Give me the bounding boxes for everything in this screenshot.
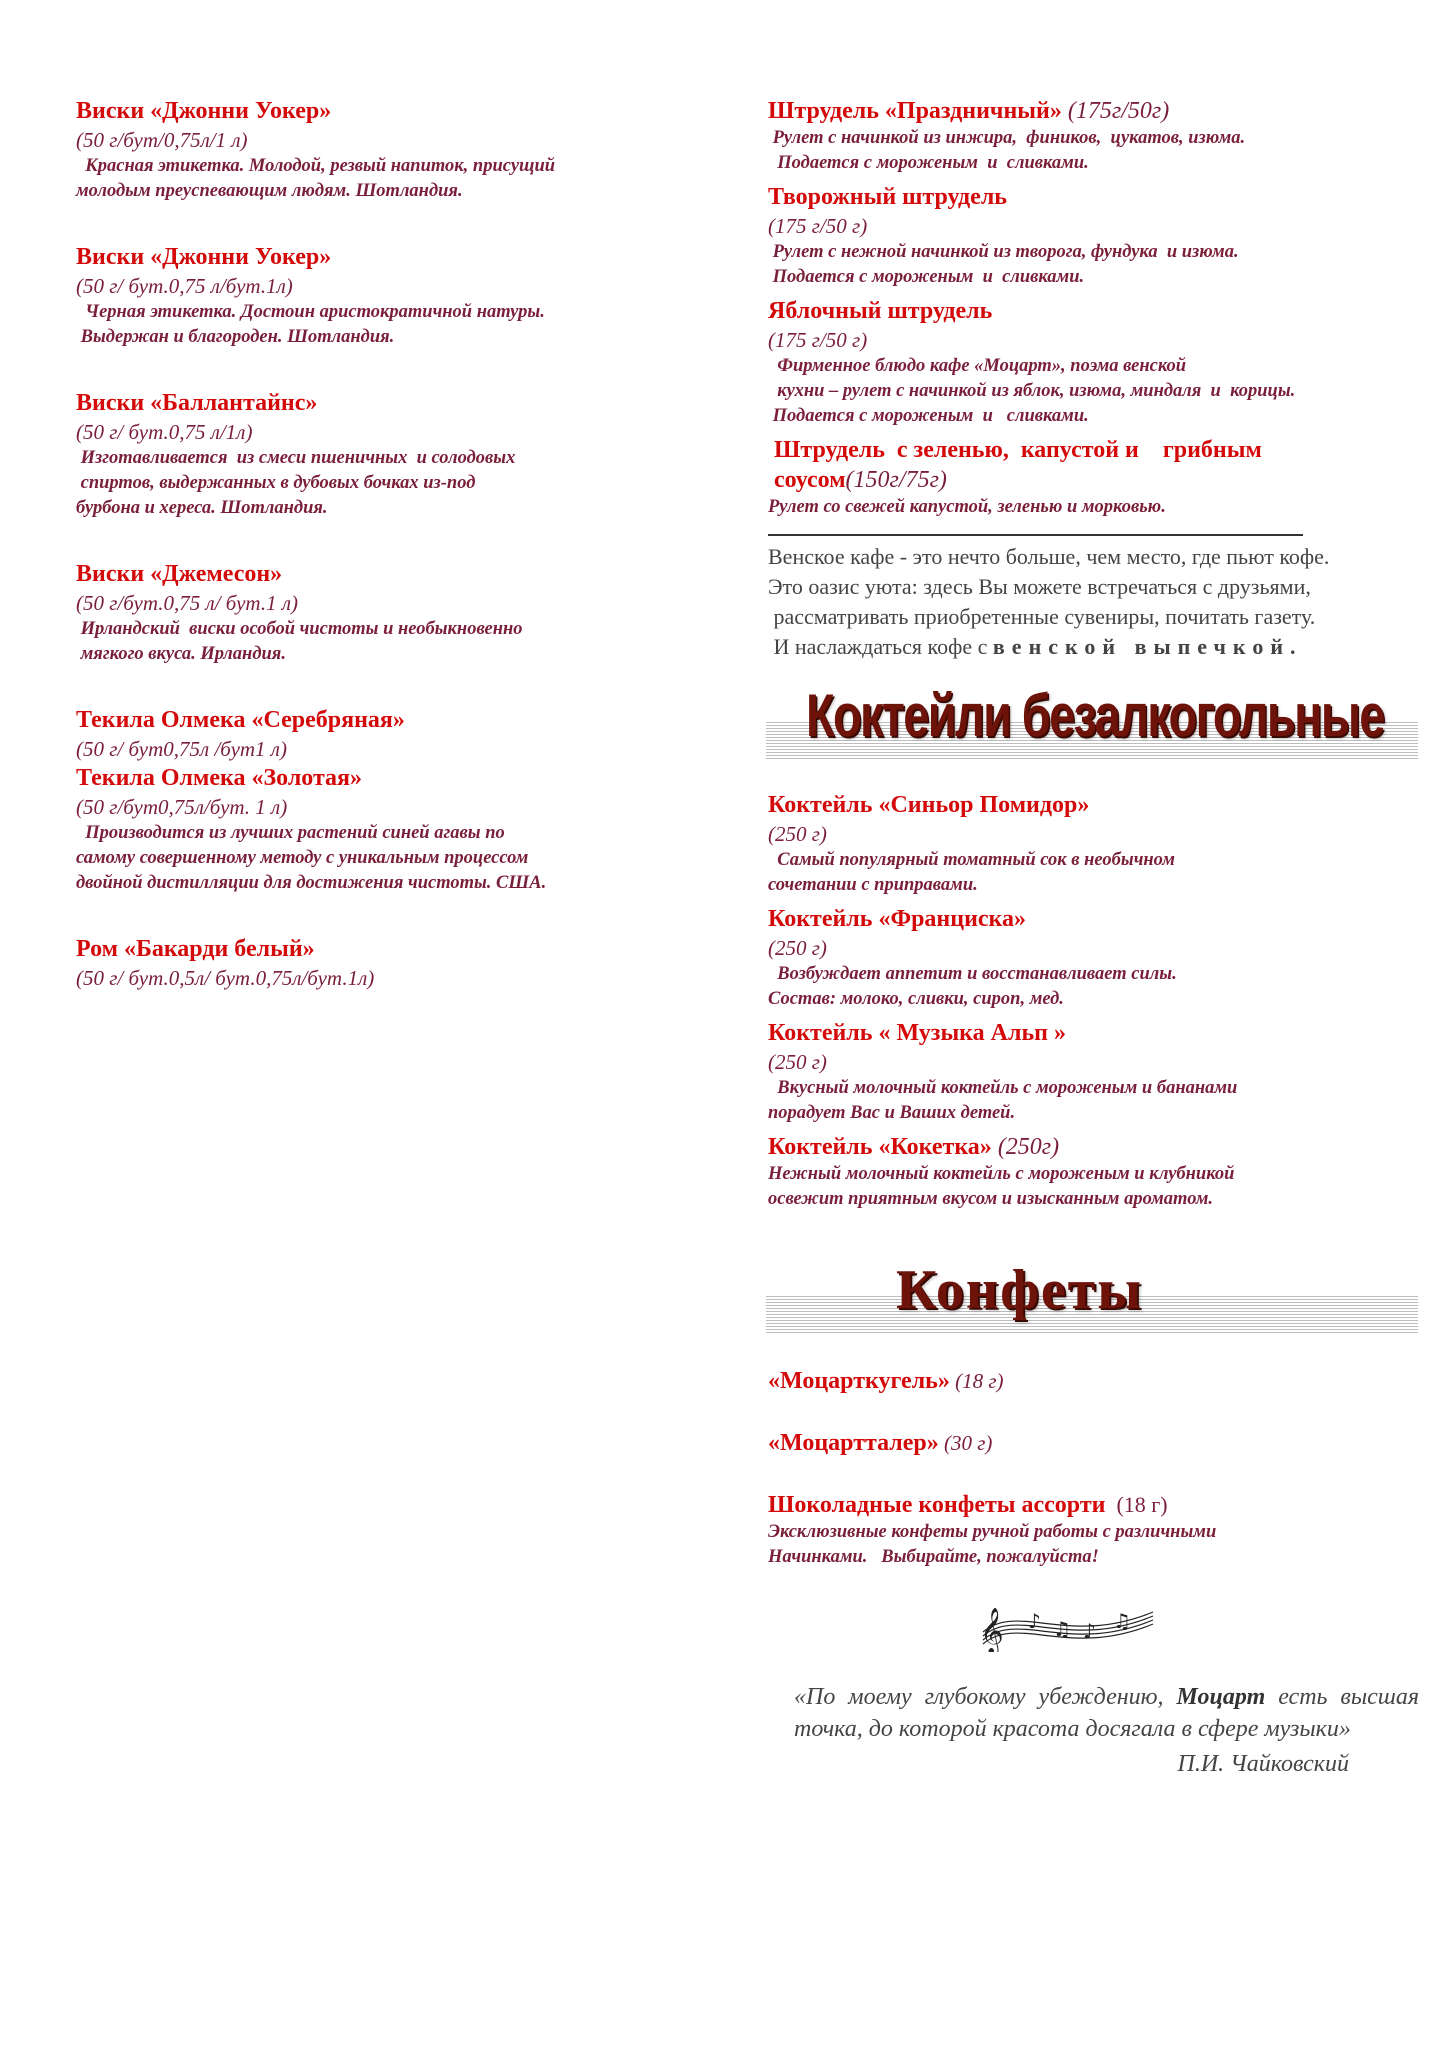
quote-author: П.И. Чайковский bbox=[1177, 1751, 1349, 1777]
item-size: (50 г/ бут.0,75 л/бут.1л) bbox=[76, 274, 293, 298]
vienna-text bbox=[768, 542, 1418, 662]
item-desc-line: Эксклюзивные конфеты ручной работы с различными bbox=[768, 1522, 1217, 1542]
item-desc-line: Рулет с начинкой из инжира, фиников, цукатов, изюма. bbox=[768, 128, 1246, 148]
menu-item-ballantines bbox=[76, 388, 696, 521]
divider bbox=[768, 534, 1303, 536]
item-title: Текила Олмека «Серебряная» bbox=[76, 707, 405, 733]
item-size: (18 г) bbox=[1105, 1492, 1168, 1517]
item-title: соусом(150г/75г) bbox=[768, 467, 947, 493]
item-desc-line: бурбона и хереса. Шотландия. bbox=[76, 498, 328, 518]
menu-item-mozartkugel bbox=[768, 1366, 1418, 1396]
item-desc-line: порадует Вас и Ваших детей. bbox=[768, 1103, 1016, 1123]
right-column bbox=[768, 96, 1418, 1778]
menu-item-mozarttaler bbox=[768, 1428, 1418, 1458]
item-title: Штрудель с зеленью, капустой и грибным bbox=[768, 437, 1262, 463]
item-title: Виски «Джонни Уокер» bbox=[76, 244, 332, 270]
menu-item-cocktail-alps bbox=[768, 1018, 1418, 1126]
item-desc-line: Подается с мороженым и сливками. bbox=[768, 153, 1089, 173]
item-size: (175 г/50 г) bbox=[768, 214, 868, 238]
item-desc-line: спиртов, выдержанных в дубовых бочках из-под bbox=[76, 473, 476, 493]
menu-item-strudel-apple bbox=[768, 296, 1418, 429]
menu-item-whisky-black bbox=[76, 242, 696, 350]
section-banner-cocktails bbox=[766, 672, 1418, 768]
item-desc-line: двойной дистилляции для достижения чистоты. США. bbox=[76, 873, 547, 893]
svg-text:♫: ♫ bbox=[1053, 1617, 1071, 1641]
item-size: (250 г) bbox=[768, 936, 827, 960]
menu-item-cocktail-francisca bbox=[768, 904, 1418, 1012]
svg-text:♪: ♪ bbox=[1028, 1609, 1041, 1633]
menu-item-tequila bbox=[76, 705, 696, 896]
item-title: Творожный штрудель bbox=[768, 184, 1007, 210]
menu-item-jameson bbox=[76, 559, 696, 667]
menu-item-cocktail-tomato bbox=[768, 790, 1418, 898]
item-desc-line: Вкусный молочный коктейль с мороженым и бананами bbox=[768, 1078, 1238, 1098]
item-title: Коктейль «Кокетка» (250г) bbox=[768, 1134, 1060, 1160]
item-desc-line: самому совершенному методу с уникальным процессом bbox=[76, 848, 529, 868]
item-desc-line: Ирландский виски особой чистоты и необыкновенно bbox=[76, 619, 523, 639]
item-desc-line: Красная этикетка. Молодой, резвый напиток, присущий bbox=[76, 156, 556, 176]
menu-item-strudel-curd bbox=[768, 182, 1418, 290]
item-desc-line: Подается с мороженым и сливками. bbox=[768, 406, 1089, 426]
item-size: (250 г) bbox=[768, 1050, 827, 1074]
item-size: (150г/75г) bbox=[845, 467, 947, 493]
item-title: Виски «Джонни Уокер» bbox=[76, 98, 332, 124]
item-title: Виски «Баллантайнс» bbox=[76, 390, 318, 416]
mozart-quote: «По моему глубокому убеждению, Моцарт есть высшая точка, до которой красота досягала в сфере музыки» bbox=[794, 1684, 1420, 1742]
item-size: (250г) bbox=[991, 1134, 1060, 1160]
item-desc-line: Состав: молоко, сливки, сироп, мед. bbox=[768, 989, 1064, 1009]
item-title: Коктейль «Франциска» bbox=[768, 906, 1027, 932]
item-size: (50 г/бут/0,75л/1 л) bbox=[76, 128, 248, 152]
item-size: (50 г/бут.0,75 л/ бут.1 л) bbox=[76, 591, 298, 615]
item-title: «Моцартталер» (30 г) bbox=[768, 1430, 993, 1456]
svg-text:𝄞: 𝄞 bbox=[980, 1608, 1004, 1652]
item-desc-line: Производится из лучших растений синей агавы по bbox=[76, 823, 505, 843]
item-size: (175г/50г) bbox=[1061, 98, 1170, 124]
item-desc-line: мягкого вкуса. Ирландия. bbox=[76, 644, 286, 664]
item-desc-line: Самый популярный томатный сок в необычном bbox=[768, 850, 1175, 870]
vienna-spaced-text: венской выпечкой. bbox=[992, 634, 1303, 659]
item-title: Шоколадные конфеты ассорти (18 г) bbox=[768, 1492, 1168, 1518]
item-size: (50 г/ бут.0,75 л/1л) bbox=[76, 420, 253, 444]
vienna-line: Это оазис уюта: здесь Вы можете встречаться с друзьями, bbox=[768, 574, 1311, 599]
item-size: (175 г/50 г) bbox=[768, 328, 868, 352]
menu-item-bacardi bbox=[76, 934, 696, 992]
item-size: (50 г/ бут.0,5л/ бут.0,75л/бут.1л) bbox=[76, 966, 375, 990]
item-title: Виски «Джемесон» bbox=[76, 561, 283, 587]
item-desc-line: Начинками. Выбирайте, пожалуйста! bbox=[768, 1547, 1099, 1567]
vienna-line: Венское кафе - это нечто больше, чем место, где пьют кофе. bbox=[768, 544, 1330, 569]
music-notes-icon bbox=[978, 1592, 1158, 1652]
item-title: Коктейль «Синьор Помидор» bbox=[768, 792, 1090, 818]
item-size: (50 г/ бут0,75л /бут1 л) bbox=[76, 737, 287, 761]
item-title: Текила Олмека «Золотая» bbox=[76, 765, 363, 791]
menu-item-strudel-festive bbox=[768, 96, 1418, 176]
item-desc-line: Рулет с нежной начинкой из творога, фундука и изюма. bbox=[768, 242, 1239, 262]
item-desc-line: Подается с мороженым и сливками. bbox=[768, 267, 1085, 287]
item-desc-line: Черная этикетка. Достоин аристократичной натуры. bbox=[76, 302, 545, 322]
item-title: Штрудель «Праздничный» (175г/50г) bbox=[768, 98, 1170, 124]
item-desc-line: освежит приятным вкусом и изысканным ароматом. bbox=[768, 1189, 1214, 1209]
item-desc-line: Рулет со свежей капустой, зеленью и морковью. bbox=[768, 497, 1166, 517]
item-size: (50 г/бут0,75л/бут. 1 л) bbox=[76, 795, 288, 819]
item-desc-line: Нежный молочный коктейль с мороженым и клубникой bbox=[768, 1164, 1235, 1184]
section-title: Конфеты bbox=[896, 1259, 1143, 1321]
item-desc-line: Выдержан и благороден. Шотландия. bbox=[76, 327, 395, 347]
item-title: Ром «Бакарди белый» bbox=[76, 936, 315, 962]
item-title: Коктейль « Музыка Альп » bbox=[768, 1020, 1066, 1046]
section-title: Коктейли безалкогольные bbox=[806, 682, 1384, 749]
item-title: Яблочный штрудель bbox=[768, 298, 993, 324]
item-desc-line: Изготавливается из смеси пшеничных и солодовых bbox=[76, 448, 516, 468]
svg-text:♫: ♫ bbox=[1113, 1609, 1131, 1633]
vienna-line: И наслаждаться кофе с венской выпечкой. bbox=[768, 634, 1303, 659]
vienna-line: рассматривать приобретенные сувениры, почитать газету. bbox=[768, 604, 1316, 629]
svg-text:♪: ♪ bbox=[1083, 1619, 1096, 1643]
item-size: (18 г) bbox=[949, 1369, 1004, 1393]
item-desc-line: молодым преуспевающим людям. Шотландия. bbox=[76, 181, 463, 201]
menu-item-strudel-cabbage bbox=[768, 435, 1418, 520]
item-title: «Моцарткугель» (18 г) bbox=[768, 1368, 1004, 1394]
item-desc-line: сочетании с приправами. bbox=[768, 875, 978, 895]
item-desc-line: Возбуждает аппетит и восстанавливает силы. bbox=[768, 964, 1177, 984]
menu-item-chocolate-assorti bbox=[768, 1490, 1418, 1570]
menu-item-cocktail-coquette bbox=[768, 1132, 1418, 1212]
left-column bbox=[76, 96, 696, 1030]
item-desc-line: Фирменное блюдо кафе «Моцарт», поэма венской bbox=[768, 356, 1187, 376]
menu-item-whisky-red bbox=[76, 96, 696, 204]
section-banner-candies bbox=[766, 1246, 1418, 1342]
item-desc-line: кухни – рулет с начинкой из яблок, изюма, миндаля и корицы. bbox=[768, 381, 1296, 401]
quote-bold: Моцарт bbox=[1176, 1684, 1266, 1710]
item-size: (30 г) bbox=[938, 1431, 993, 1455]
item-size: (250 г) bbox=[768, 822, 827, 846]
